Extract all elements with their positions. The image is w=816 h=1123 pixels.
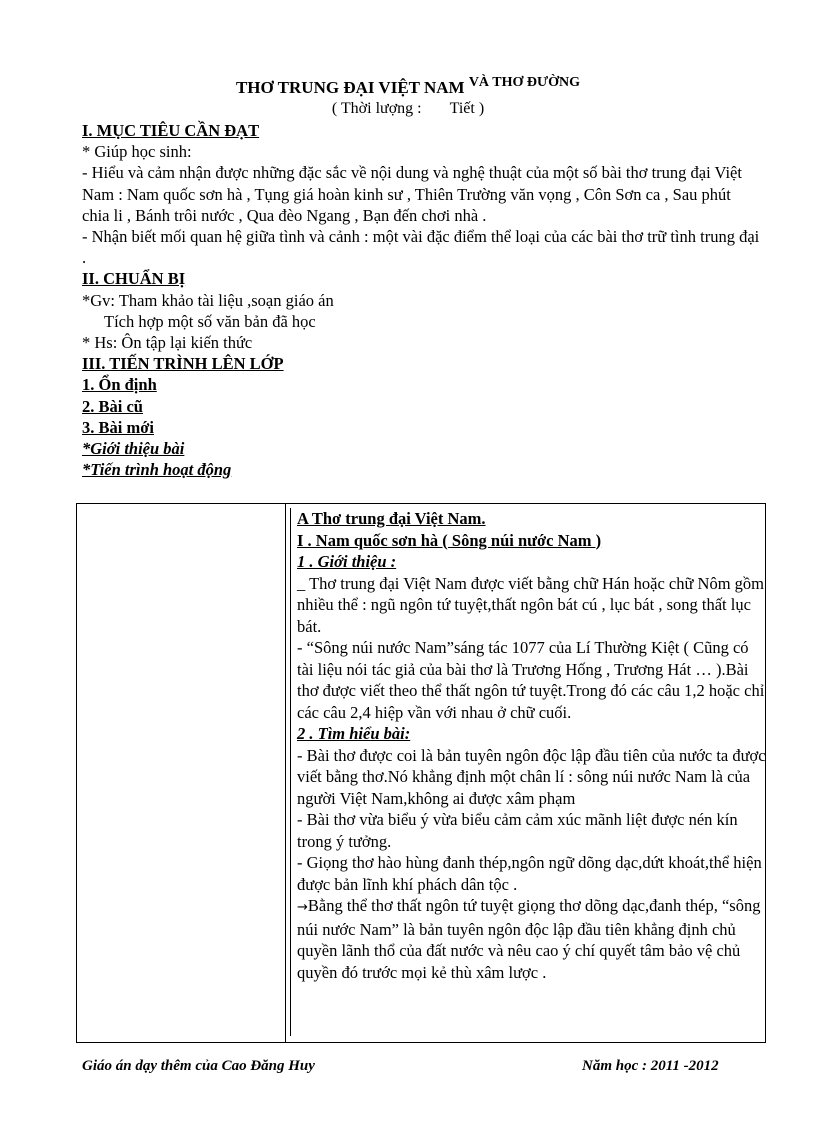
table-paragraph-2: - “Sông núi nước Nam”sáng tác 1077 của Lí Thường Kiệt ( Cũng có tài liệu nói tác giả của bài thơ là Trương Hống , Trương Hát … ).Bài thơ được viết theo thể thất ngôn tứ tuyệt.Trong đó các câu 1,2 hoặc chỉ các câu 2,4 hiệp vần với nhau ở chữ cuối. [297,638,765,722]
table-paragraph-6-text: Bằng thể thơ thất ngôn tứ tuyệt giọng thơ dõng dạc,đanh thép, “sông núi nước Nam” là bản tuyên ngôn độc lập đầu tiên khẳng định chủ quyền lãnh thổ của đất nước và nêu cao ý chí quyết tâm bảo vệ chủ quyền đó trước mọi kẻ thù xâm lược . [297,896,761,982]
page-subtitle [0,99,816,119]
table-paragraph-1: _ Thơ trung đại Việt Nam được viết bằng chữ Hán hoặc chữ Nôm gồm nhiều thể : ngũ ngôn tứ tuyệt,thất ngôn bát cú , lục bát , song thất lục bát. [297,573,764,636]
subtitle-duration-label: ( Thời lượng : [331,100,422,117]
lesson-intro: *Giới thiệu bài [82,439,185,459]
table-left-column [77,504,286,1042]
arrow-right-icon: → [297,900,308,915]
teacher-prep-1: *Gv: Tham khảo tài liệu ,soạn giáo án [82,290,334,310]
title-suffix: VÀ THƠ ĐƯỜNG [468,75,581,90]
table-paragraph-5: - Giọng thơ hào hùng đanh thép,ngôn ngữ dõng dạc,dứt khoát,thể hiện được bản lĩnh khí phách dân tộc . [297,853,762,894]
table-sub-1: 1 . Giới thiệu : [297,552,397,571]
teacher-prep-2: Tích hợp một số văn bản đã học [104,311,316,331]
section-2-heading: II. CHUẨN BỊ [82,269,186,289]
section-1-paragraph-1: - Hiểu và cảm nhận được những đặc sắc về nội dung và nghệ thuật của một số bài thơ trung đại Việt Nam : Nam quốc sơn hà , Tụng giá hoàn kinh sư , Thiên Trường văn vọng , Côn Sơn ca , Sau phút chia li , Bánh trôi nước , Qua đèo Ngang , Bạn đến chơi nhà . [82,163,742,225]
section-1-paragraph-2: - Nhận biết mối quan hệ giữa tình và cảnh : một vài đặc điểm thể loại của các bài thơ trữ tình trung đại . [82,227,760,268]
step-1: 1. Ổn định [82,375,157,395]
table-paragraph-3: - Bài thơ được coi là bản tuyên ngôn độc lập đầu tiên của nước ta được viết bằng thơ.Nó khẳng định một chân lí : sông núi nước Nam là của người Việt Nam,không ai được xâm phạm [297,745,766,808]
step-3: 3. Bài mới [82,417,154,437]
footer-author: Giáo án dạy thêm của Cao Đăng Huy [82,1058,315,1074]
footer-school-year: Năm học : 2011 -2012 [582,1058,719,1074]
table-heading-i: I . Nam quốc sơn hà ( Sông núi nước Nam ) [297,530,602,550]
subtitle-unit: Tiết ) [449,100,485,117]
lesson-table [76,503,766,1043]
section-3-heading: III. TIẾN TRÌNH LÊN LỚP [82,354,284,374]
table-sub-2: 2 . Tìm hiểu bài: [297,724,411,743]
table-paragraph-6 [297,895,767,983]
section-1-heading: I. MỤC TIÊU CẦN ĐẠT [82,121,260,140]
title-main: THƠ TRUNG ĐẠI VIỆT NAM [235,78,465,97]
table-right-column [290,508,767,1036]
table-heading-a: A Thơ trung đại Việt Nam. [297,509,486,528]
document-body [82,120,762,480]
step-2: 2. Bài cũ [82,396,143,416]
section-1-intro: * Giúp học sinh: [82,142,192,162]
activities-heading: *Tiến trình hoạt động [82,460,232,480]
table-paragraph-4: - Bài thơ vừa biểu ý vừa biểu cảm cảm xúc mãnh liệt được nén kín trong ý tưởng. [297,810,738,851]
student-prep: * Hs: Ôn tập lại kiến thức [82,333,253,353]
page-title [0,75,816,100]
